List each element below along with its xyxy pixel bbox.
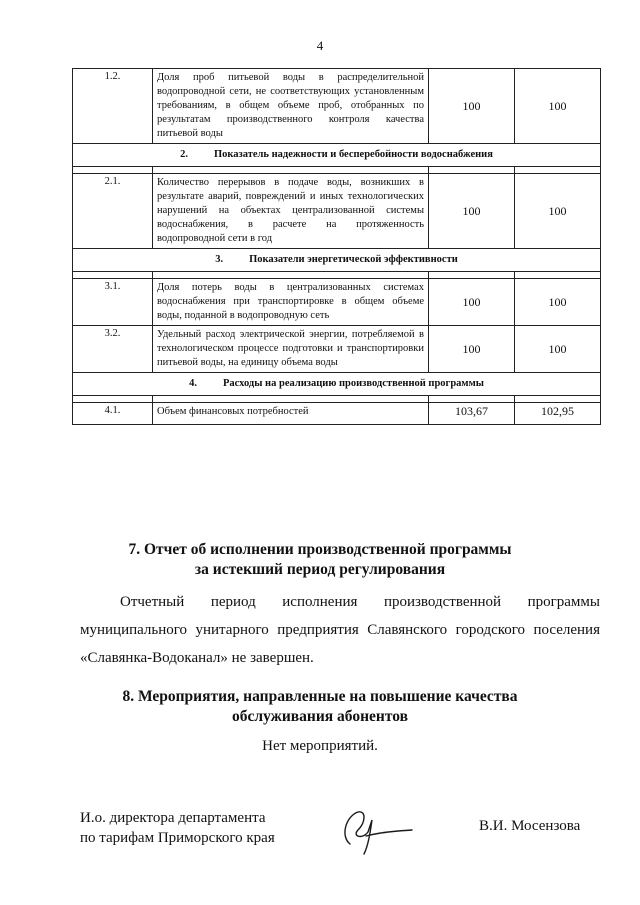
row-description: Доля потерь воды в централизованных системах водоснабжения при транспортировке в общем объеме воды, поданной в водопроводную сеть	[153, 279, 429, 326]
value-col2: 100	[515, 326, 601, 373]
table-gap	[73, 272, 601, 279]
section-heading	[73, 144, 601, 167]
value-col2: 100	[515, 69, 601, 144]
indicators-table	[72, 68, 601, 425]
section8-title-line2: обслуживания абонентов	[232, 708, 408, 725]
signatory-position-line1: И.о. директора департамента	[80, 810, 266, 826]
section8-text: Нет мероприятий.	[262, 738, 378, 754]
row-number: 3.1.	[73, 279, 153, 326]
section7-title-line2: за истекший период регулирования	[194, 561, 446, 578]
table-gap-cell	[153, 167, 429, 174]
value-col2: 100	[515, 279, 601, 326]
section-title: Расходы на реализацию производственной программы	[222, 378, 484, 389]
section-number: 3.	[215, 254, 224, 265]
section7-title	[0, 540, 640, 580]
table-gap	[73, 167, 601, 174]
section-title: Показатель надежности и бесперебойности водоснабжения	[213, 149, 493, 160]
value-col1: 103,67	[429, 403, 515, 425]
row-description: Удельный расход электрической энергии, потребляемой в технологическом процессе подготовки и транспортировки питьевой воды, на единицу объема воды	[153, 326, 429, 373]
handwritten-signature	[336, 806, 416, 858]
row-number: 1.2.	[73, 69, 153, 144]
table-gap-cell	[73, 396, 153, 403]
table-gap-cell	[153, 272, 429, 279]
value-col1: 100	[429, 279, 515, 326]
table-gap-cell	[515, 396, 601, 403]
table-gap	[73, 396, 601, 403]
section-number: 4.	[189, 378, 197, 389]
row-number: 2.1.	[73, 174, 153, 249]
table-section-row	[73, 144, 601, 167]
table-gap-cell	[515, 272, 601, 279]
table-gap-cell	[73, 167, 153, 174]
section7-title-line1: 7. Отчет об исполнении производственной программы	[128, 541, 512, 558]
value-col1: 100	[429, 174, 515, 249]
value-col2: 100	[515, 174, 601, 249]
table-row	[73, 174, 601, 249]
value-col1: 100	[429, 326, 515, 373]
table-gap-cell	[429, 396, 515, 403]
table-gap-cell	[73, 272, 153, 279]
row-description: Количество перерывов в подаче воды, возникших в результате аварий, повреждений и иных технологических нарушений на объектах централизованной системы водоснабжения, в расчете на протяженность водопроводной сети в год	[153, 174, 429, 249]
value-col1: 100	[429, 69, 515, 144]
table-row	[73, 326, 601, 373]
table-section-row	[73, 373, 601, 396]
signatory-position-line2: по тарифам Приморского края	[80, 830, 275, 846]
section-heading	[73, 373, 601, 396]
table-row	[73, 69, 601, 144]
table-section-row	[73, 249, 601, 272]
row-description: Объем финансовых потребностей	[153, 403, 429, 425]
page-number: 4	[316, 38, 324, 53]
signatory-position	[80, 808, 275, 848]
section7-paragraph	[80, 588, 600, 672]
table-gap-cell	[429, 167, 515, 174]
row-number: 4.1.	[73, 403, 153, 425]
signatory-name: В.И. Мосензова	[479, 818, 581, 834]
section-number: 2.	[180, 149, 188, 160]
table-row	[73, 403, 601, 425]
section8-title-line1: 8. Мероприятия, направленные на повышение качества	[122, 688, 518, 705]
table-row	[73, 279, 601, 326]
section7-text-rest: муниципального унитарного предприятия Славянского городского поселения «Славянка-Водоканал» не завершен.	[80, 622, 600, 666]
row-number: 3.2.	[73, 326, 153, 373]
section8-title	[0, 687, 640, 727]
table-gap-cell	[153, 396, 429, 403]
table-gap-cell	[429, 272, 515, 279]
section-heading	[73, 249, 601, 272]
row-description: Доля проб питьевой воды в распределительной водопроводной сети, не соответствующих установленным требованиям, в общем объеме проб, отобранных по результатам производственного контроля качества питьевой воды	[153, 69, 429, 144]
value-col2: 102,95	[515, 403, 601, 425]
section-title: Показатели энергетической эффективности	[249, 254, 458, 265]
section7-text-line1: Отчетный период исполнения производственной программы	[120, 594, 600, 610]
table-gap-cell	[515, 167, 601, 174]
